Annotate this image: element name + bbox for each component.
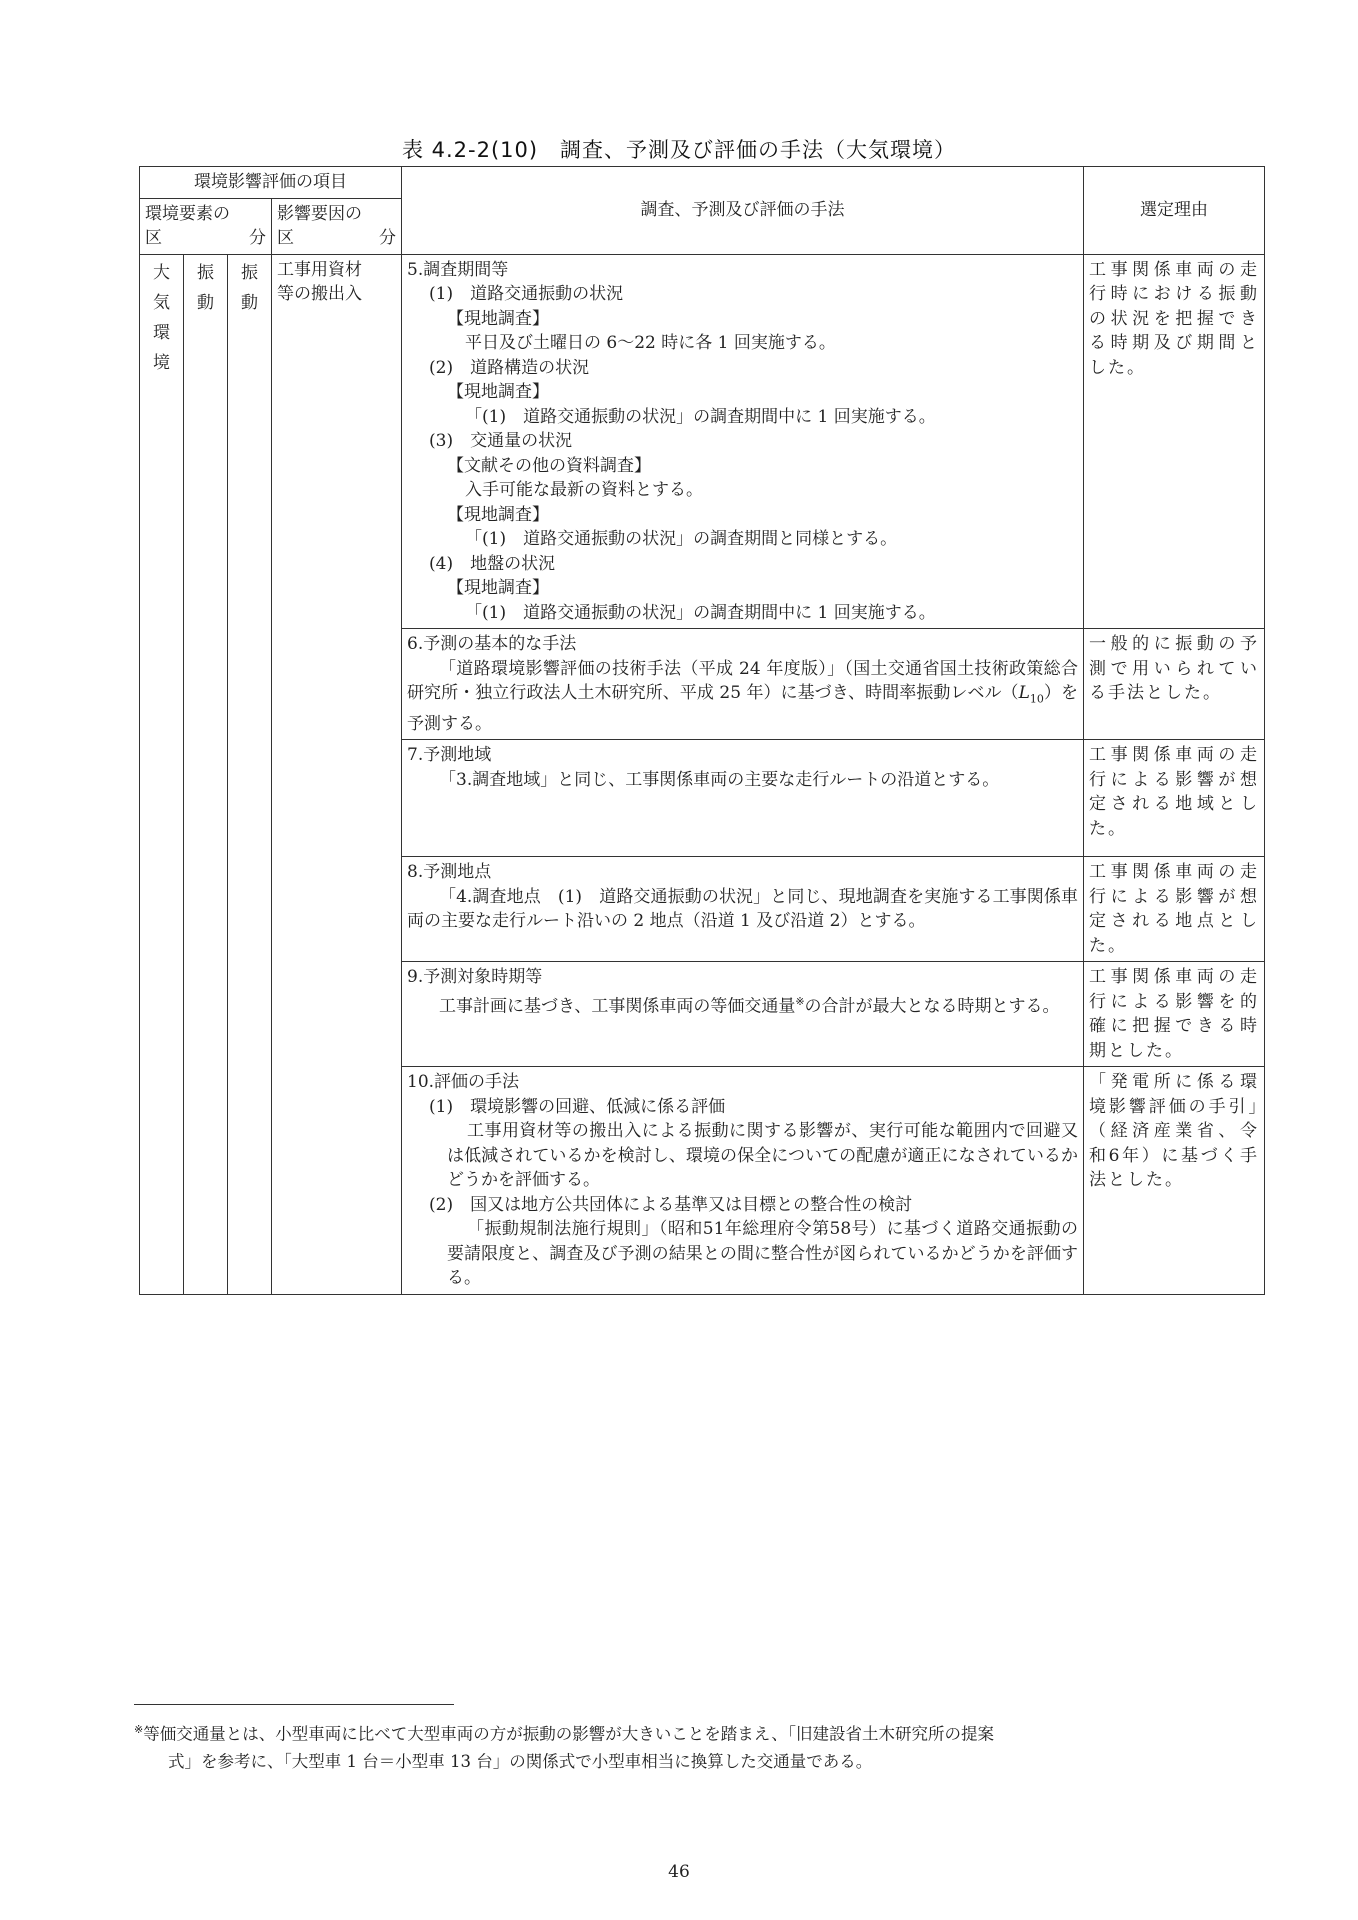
- method-survey-period: 5.調査期間等 (1) 道路交通振動の状況 【現地調査】 平日及び土曜日の 6～22 時に各 1 回実施する。 (2) 道路構造の状況 【現地調査】 「(1) 道路交通振動の状況」の調査期間中に 1 回実施する。 (3) 交通量の状況 【文献その他の資料調査】 入手可能な最新の資料とする。 【現地調査】 「(1) 道路交通振動の状況」の調査期間と同様とする。 (4) 地盤の状況 【現地調査】 「(1) 道路交通振動の状況」の調査期間中に 1 回実施する。: [402, 254, 1084, 629]
- header-factor-char2: 分: [379, 228, 396, 248]
- reason-survey-period: 工事関係車両の走行時における振動の状況を把握できる時期及び期間とした。: [1084, 254, 1265, 629]
- factor-material-transport: 工事用資材 等の搬出入: [272, 254, 402, 1294]
- reason-prediction-points: 工事関係車両の走行による影響が想定される地点とした。: [1084, 857, 1265, 962]
- method-evaluation: 10.評価の手法 (1) 環境影響の回避、低減に係る評価 工事用資材等の搬出入による振動に関する影響が、実行可能な範囲内で回避又は低減されているかを検討し、環境の保全についての配慮が適正になされているかどうかを評価する。 (2) 国又は地方公共団体による基準又は目標との整合性の検討 「振動規制法施行規則」（昭和51年総理府令第58号）に基づく道路交通振動の要請限度と、調査及び予測の結果との間に整合性が図られているかどうかを評価する。: [402, 1067, 1084, 1295]
- reason-evaluation: 「発電所に係る環境影響評価の手引」（経済産業省、令和6年）に基づく手法とした。: [1084, 1067, 1265, 1295]
- header-element-line1: 環境要素の: [145, 203, 230, 224]
- header-row-1: [140, 167, 1265, 199]
- table-row: [140, 254, 1265, 629]
- header-item-group: 環境影響評価の項目: [140, 167, 402, 199]
- element-vibration: 振 動: [228, 254, 272, 1294]
- header-element-char2: 分: [249, 228, 266, 248]
- method-prediction-basic: 6.予測の基本的な手法 「道路環境影響評価の技術手法（平成 24 年度版）」（国土交通省国土技術政策総合研究所・独立行政法人土木研究所、平成 25 年）に基づき、時間率振動レベル$(L_{10})$を予測する。: [402, 629, 1084, 740]
- header-factor-char1: 区: [277, 228, 294, 248]
- class-vibration: 振 動: [184, 254, 228, 1294]
- page-number: 46: [668, 1862, 690, 1882]
- class-atmospheric-environment: 大 気 環 境: [140, 254, 184, 1294]
- reason-prediction-timing: 工事関係車両の走行による影響を的確に把握できる時期とした。: [1084, 962, 1265, 1067]
- header-factor-line1: 影響要因の: [277, 203, 362, 224]
- header-impact-factor: [272, 198, 402, 254]
- header-factor-line2: [277, 226, 396, 251]
- assessment-method-table: [139, 166, 1265, 1295]
- header-element-line2: [145, 226, 266, 251]
- header-method: 調査、予測及び評価の手法: [402, 167, 1084, 255]
- header-element-char1: 区: [145, 228, 162, 248]
- footnote-divider: [134, 1704, 454, 1705]
- method-prediction-area: 7.予測地域 「3.調査地域」と同じ、工事関係車両の主要な走行ルートの沿道とする。: [402, 740, 1084, 857]
- table-caption: 表 4.2-2(10) 調査、予測及び評価の手法（大気環境）: [401, 138, 957, 162]
- reason-prediction-basic: 一般的に振動の予測で用いられている手法とした。: [1084, 629, 1265, 740]
- header-reason: 選定理由: [1084, 167, 1265, 255]
- footnote: ※等価交通量とは、小型車両に比べて大型車両の方が振動の影響が大きいことを踏まえ、「旧建設省土木研究所の提案 式」を参考に、「大型車 1 台＝小型車 13 台」の関係式で小型車相当に換算した交通量である。: [134, 1723, 994, 1771]
- header-environment-element: [140, 198, 272, 254]
- method-prediction-timing: 9.予測対象時期等 工事計画に基づき、工事関係車両の等価交通量※の合計が最大となる時期とする。: [402, 962, 1084, 1067]
- method-prediction-points: 8.予測地点 「4.調査地点 (1) 道路交通振動の状況」と同じ、現地調査を実施する工事関係車両の主要な走行ルート沿いの 2 地点（沿道 1 及び沿道 2）とする。: [402, 857, 1084, 962]
- reason-prediction-area: 工事関係車両の走行による影響が想定される地域とした。: [1084, 740, 1265, 857]
